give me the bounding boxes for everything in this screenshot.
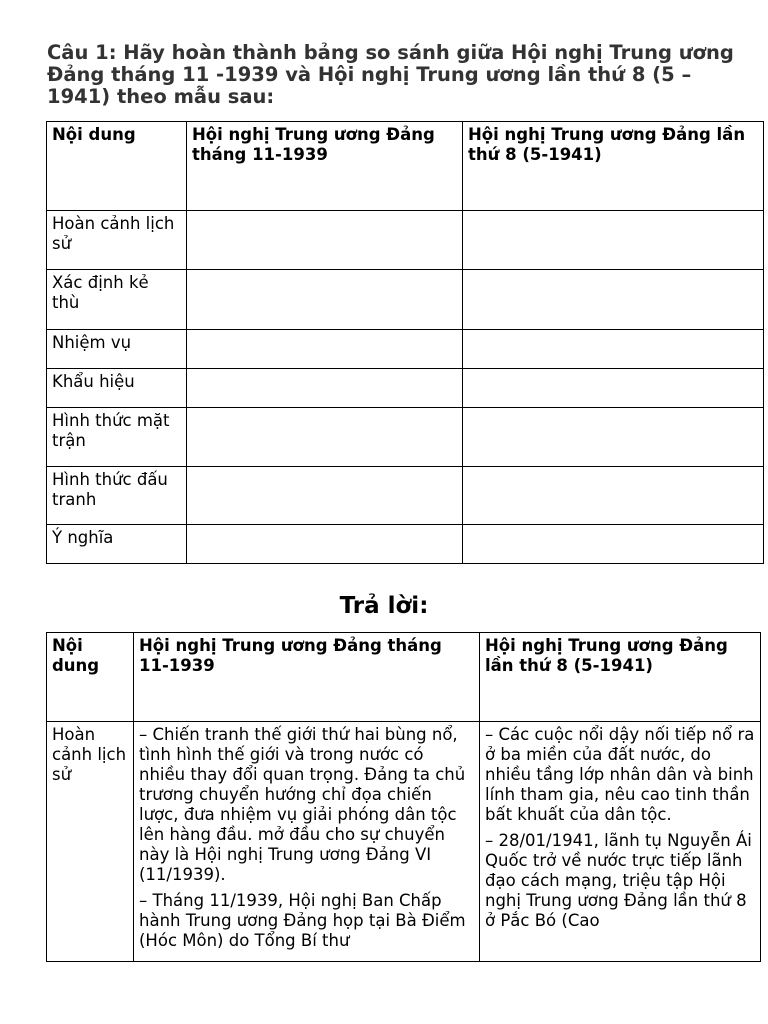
- empty-cell: [187, 525, 463, 564]
- header-conference-1939: Hội nghị Trung ương Đảng tháng 11-1939: [187, 122, 463, 211]
- row-label-front-form: Hình thức mặt trận: [47, 408, 187, 467]
- answer-cell-1941: [480, 722, 761, 962]
- answer-table: [46, 632, 761, 962]
- table-row: [47, 330, 764, 369]
- empty-cell: [463, 408, 764, 467]
- empty-cell: [463, 369, 764, 408]
- empty-cell: [463, 525, 764, 564]
- empty-cell: [463, 270, 764, 330]
- question-text: Câu 1: Hãy hoàn thành bảng so sánh giữa Hội nghị Trung ương Đảng tháng 11 -1939 và Hội nghị Trung ương lần thứ 8 (5 – 1941) theo mẫu sau:: [47, 41, 734, 108]
- table-row: [47, 525, 764, 564]
- empty-cell: [187, 369, 463, 408]
- empty-cell: [463, 211, 764, 270]
- table-row: [47, 408, 764, 467]
- comparison-template-table: [46, 121, 764, 564]
- empty-cell: [187, 467, 463, 525]
- row-label-struggle-form: Hình thức đấu tranh: [47, 467, 187, 525]
- row-label-significance: Ý nghĩa: [47, 525, 187, 564]
- table-row: [47, 369, 764, 408]
- row-label-historical-context: Hoàn cảnh lịch sử: [47, 722, 134, 962]
- empty-cell: [187, 211, 463, 270]
- table-row: [47, 270, 764, 330]
- empty-cell: [187, 408, 463, 467]
- row-label-historical-context: Hoàn cảnh lịch sử: [47, 211, 187, 270]
- answer-cell-1939: [134, 722, 480, 962]
- answer-paragraph: – Chiến tranh thế giới thứ hai bùng nổ, tình hình thế giới và trong nước có nhiều thay đổi quan trọng. Đảng ta chủ trương chuyển hướng chỉ đọa chiến lược, đưa nhiệm vụ giải phóng dân tộc lên hàng đầu. mở đầu cho sự chuyển này là Hội nghị Trung ương Đảng VI (11/1939).: [139, 725, 466, 884]
- empty-cell: [463, 467, 764, 525]
- row-label-task: Nhiệm vụ: [47, 330, 187, 369]
- header-content: Nội dung: [47, 633, 134, 722]
- header-conference-1939: Hội nghị Trung ương Đảng tháng 11-1939: [134, 633, 480, 722]
- header-conference-1941: Hội nghị Trung ương Đảng lần thứ 8 (5-1941): [480, 633, 761, 722]
- table-header-row: [47, 633, 761, 722]
- answer-heading: Trả lời:: [339, 593, 429, 619]
- answer-paragraph: – Các cuộc nổi dậy nối tiếp nổ ra ở ba miền của đất nước, do nhiều tầng lớp nhân dân và binh lính tham gia, nêu cao tinh thần bất khuất của dân tộc.: [485, 725, 755, 824]
- answer-paragraph: – 28/01/1941, lãnh tụ Nguyễn Ái Quốc trở về nước trực tiếp lãnh đạo cách mạng, triệu tập Hội nghị Trung ương Đảng lần thứ 8 ở Pắc Bó (Cao: [485, 831, 752, 930]
- empty-cell: [187, 330, 463, 369]
- empty-cell: [187, 270, 463, 330]
- header-content: Nội dung: [47, 122, 187, 211]
- table-row: [47, 467, 764, 525]
- table-row: [47, 211, 764, 270]
- empty-cell: [463, 330, 764, 369]
- answer-paragraph: – Tháng 11/1939, Hội nghị Ban Chấp hành Trung ương Đảng họp tại Bà Điểm (Hóc Môn) do Tổng Bí thư: [139, 891, 466, 950]
- table-header-row: [47, 122, 764, 211]
- row-label-enemy: Xác định kẻ thù: [47, 270, 187, 330]
- table-row: [47, 722, 761, 962]
- header-conference-1941: Hội nghị Trung ương Đảng lần thứ 8 (5-1941): [463, 122, 764, 211]
- row-label-slogan: Khẩu hiệu: [47, 369, 187, 408]
